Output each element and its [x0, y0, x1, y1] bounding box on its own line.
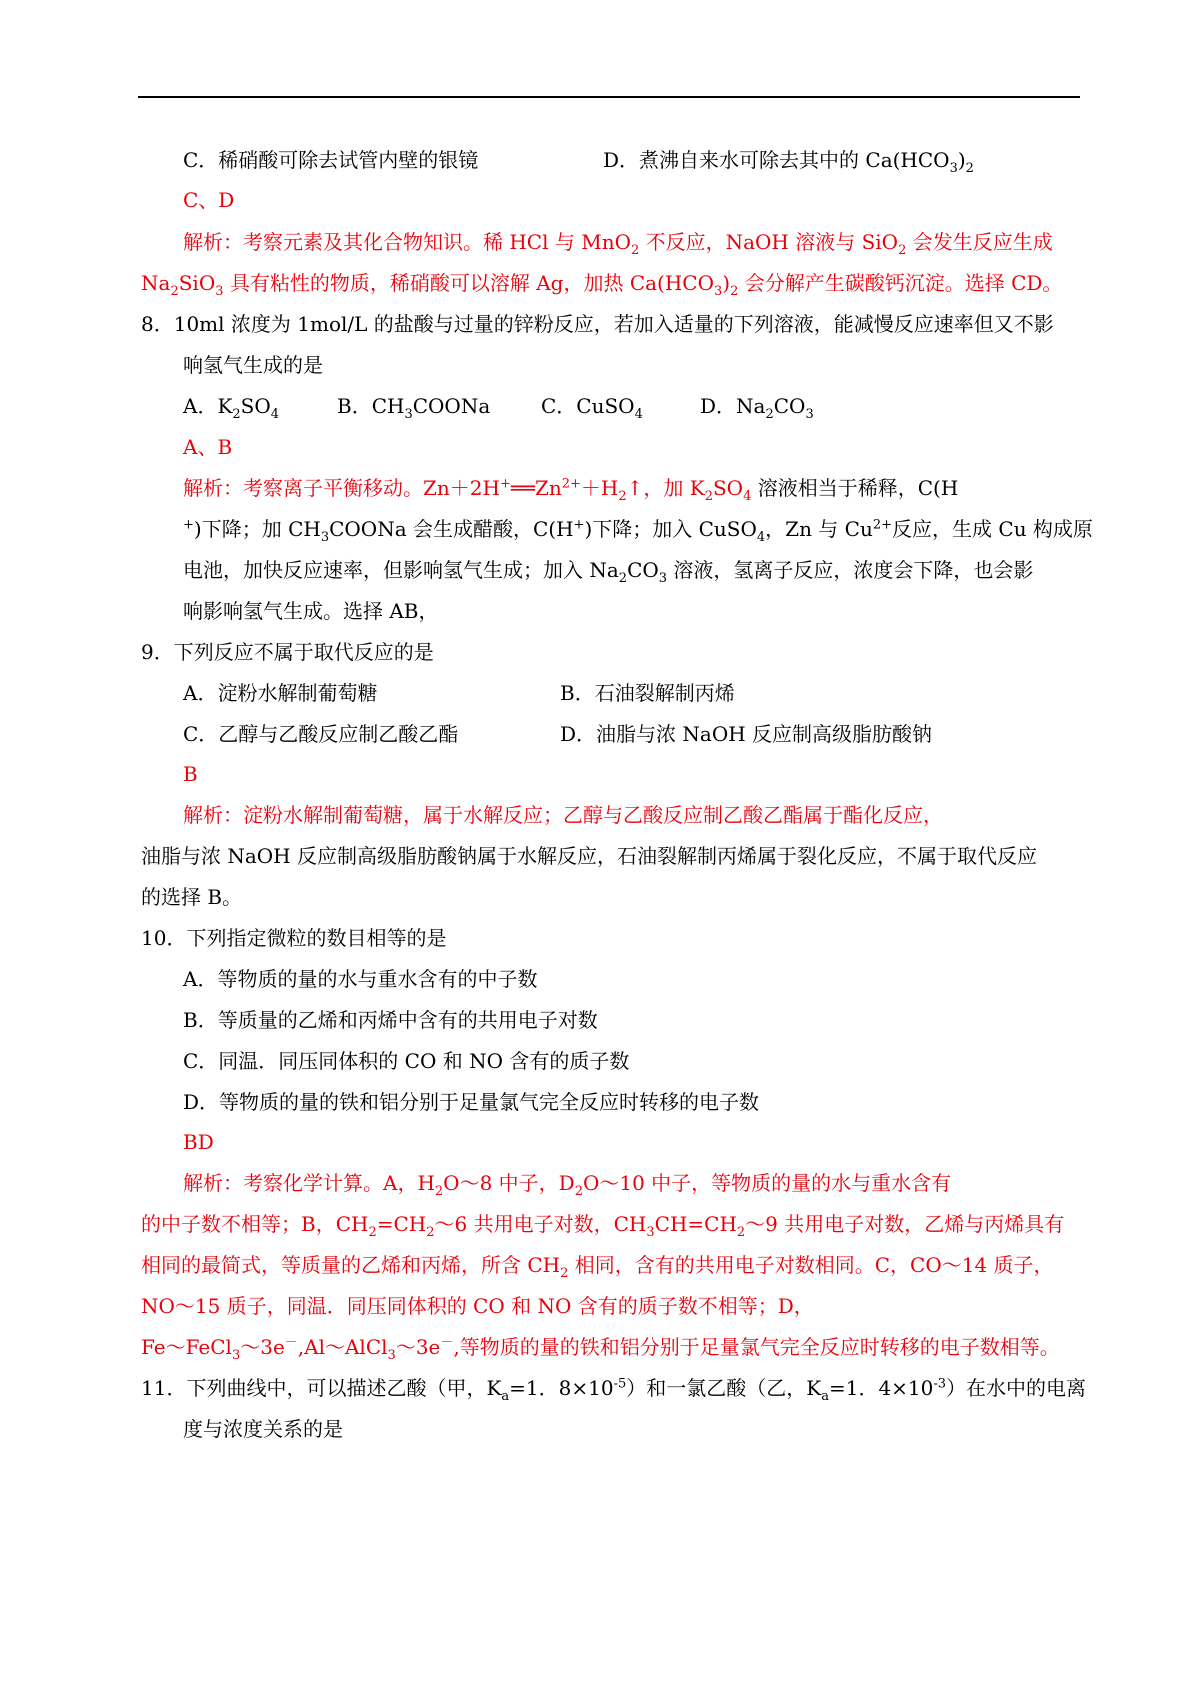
q8-stem-line1: 8．10ml 浓度为 1mol/L 的盐酸与过量的锌粉反应，若加入适量的下列溶液，能减慢反应速率但又不影	[141, 312, 1054, 336]
q8-option-c: C．CuSO$_4$	[541, 394, 643, 422]
q10-explanation-line5: Fe～FeCl$_3$～3e－,Al～AlCl$_3$～3e－,等物质的量的铁和铝分别于足量氯气完全反应时转移的电子数相等。	[141, 1335, 1060, 1363]
q7-explanation-line2: $Na_2SiO_3$ 具有粘性的物质，稀硝酸可以溶解 Ag，加热 $Ca(HCO_3)_2$ 会分解产生碳酸钙沉淀。选择 CD。	[141, 271, 1063, 299]
q10-option-b: B．等质量的乙烯和丙烯中含有的共用电子对数	[183, 1008, 598, 1032]
q9-option-b: B．石油裂解制丙烯	[560, 681, 735, 705]
q10-stem: 10．下列指定微粒的数目相等的是	[141, 926, 447, 950]
q9-explanation-line2: 油脂与浓 NaOH 反应制高级脂肪酸钠属于水解反应，石油裂解制丙烯属于裂化反应，不属于取代反应	[141, 844, 1037, 868]
q8-explanation-line3: 电池，加快反应速率，但影响氢气生成；加入 $Na_2CO_3$ 溶液，氢离子反应，浓度会下降，也会影	[183, 558, 1034, 586]
q9-option-c: C．乙醇与乙酸反应制乙酸乙酯	[183, 722, 459, 746]
q10-option-c: C．同温．同压同体积的 CO 和 NO 含有的质子数	[183, 1049, 630, 1073]
q10-option-a: A．等物质的量的水与重水含有的中子数	[183, 967, 538, 991]
q11-stem-line1: 11．下列曲线中，可以描述乙酸（甲，$K_a=1$．$8\times 10^{-5}$）和一氯乙酸（乙，$K_a=1$．$4\times 10^{-3}$）在水中的电离	[141, 1376, 1087, 1404]
q9-answer: B	[183, 762, 198, 786]
q10-answer: BD	[183, 1130, 214, 1154]
q7-answer: C、D	[183, 188, 235, 212]
q9-explanation-line3: 的选择 B。	[141, 885, 243, 909]
q8-option-a: A．$K_2SO_4$	[183, 394, 280, 422]
q10-option-d: D．等物质的量的铁和铝分别于足量氯气完全反应时转移的电子数	[183, 1090, 760, 1114]
q11-stem-line2: 度与浓度关系的是	[183, 1417, 343, 1441]
q10-explanation-line3: 相同的最简式，等质量的乙烯和丙烯，所含 $CH_2$ 相同，含有的共用电子对数相同。C，CO～14 质子，	[141, 1253, 1054, 1281]
q9-option-d: D．油脂与浓 NaOH 反应制高级脂肪酸钠	[560, 722, 933, 746]
header-rule	[138, 96, 1080, 98]
q8-explanation-line1: 解析：考察离子平衡移动。$Zn+2H^+══Zn^{2+}+H_2↑$，加 $K_2SO_4$ 溶液相当于稀释，C(H	[183, 476, 959, 504]
q8-explanation-line2: +)下降；加 $CH_3COONa$ 会生成醋酸，C(H+)下降；加入 CuSO$_4$，Zn 与 $Cu^{2+}$反应，生成 Cu 构成原	[183, 517, 1093, 545]
q10-explanation-line4: NO～15 质子，同温．同压同体积的 CO 和 NO 含有的质子数不相等；D，	[141, 1294, 814, 1318]
q8-option-b: B．$CH_3COONa$	[337, 394, 491, 422]
q7-option-d: D．煮沸自来水可除去其中的 $Ca(HCO_3)_2$	[603, 148, 974, 176]
q10-explanation-line1: 解析：考察化学计算。A，$H_2O\sim 8$ 中子，$D_2O\sim 10$ 中子，等物质的量的水与重水含有	[183, 1171, 952, 1199]
q8-option-d: D．$Na_2CO_3$	[700, 394, 814, 422]
q9-stem: 9．下列反应不属于取代反应的是	[141, 640, 434, 664]
q10-explanation-line2: 的中子数不相等；B，$CH_2=CH_2\sim 6$ 共用电子对数，$CH_3CH=CH_2\sim 9$ 共用电子对数，乙烯与丙烯具有	[141, 1212, 1065, 1240]
q8-stem-line2: 响氢气生成的是	[183, 353, 323, 377]
q8-answer: A、B	[183, 435, 233, 459]
q9-option-a: A．淀粉水解制葡萄糖	[183, 681, 378, 705]
q9-explanation-line1: 解析：淀粉水解制葡萄糖，属于水解反应；乙醇与乙酸反应制乙酸乙酯属于酯化反应，	[183, 803, 943, 827]
q7-option-c: C．稀硝酸可除去试管内壁的银镜	[183, 148, 479, 172]
q8-explanation-line4: 响影响氢气生成。选择 AB，	[183, 599, 439, 623]
q7-explanation-line1: 解析：考察元素及其化合物知识。稀 HCl 与 MnO$_2$ 不反应，NaOH 溶液与 SiO$_2$ 会发生反应生成	[183, 230, 1053, 258]
